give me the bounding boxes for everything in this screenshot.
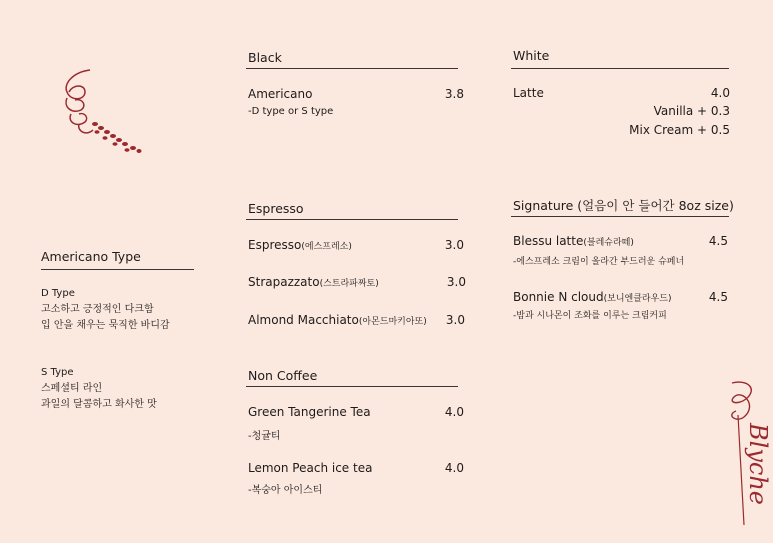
- s-type-block: [41, 365, 157, 413]
- vanilla-option: Vanilla + 0.3: [653, 104, 730, 118]
- s-type-line1: 스페셜티 라인: [41, 383, 103, 394]
- almond-macchiato-price: 3.0: [445, 313, 465, 327]
- lemon-peach-tea-price: 4.0: [444, 461, 464, 475]
- strapazzato-item: [248, 275, 379, 289]
- blessu-latte-note: -에스프레소 크림이 올라간 부드러운 슈페너: [513, 257, 685, 267]
- blessu-latte-kor: (블레슈라떼): [583, 238, 634, 248]
- americano-price: 3.8: [444, 87, 464, 101]
- green-tangerine-tea-price: 4.0: [444, 405, 464, 419]
- americano-type-rule: [41, 269, 194, 270]
- lemon-peach-tea-note: -복숭아 아이스티: [248, 485, 323, 496]
- d-type-block: [41, 286, 170, 334]
- strapazzato-price: 3.0: [446, 275, 466, 289]
- black-rule: [246, 68, 458, 69]
- espresso-name: Espresso: [248, 238, 302, 252]
- almond-macchiato-name: Almond Macchiato: [248, 313, 359, 327]
- almond-macchiato-kor: (아몬드마키아또): [358, 317, 427, 327]
- green-tangerine-tea-name: Green Tangerine Tea: [248, 405, 371, 419]
- mix-cream-option: Mix Cream + 0.5: [629, 123, 730, 137]
- green-tangerine-tea-note: -청귤티: [248, 431, 281, 442]
- lemon-peach-tea-name: Lemon Peach ice tea: [248, 461, 373, 475]
- d-type-line2: 입 안을 채우는 묵직한 바디감: [41, 320, 170, 331]
- espresso-price: 3.0: [444, 238, 464, 252]
- signature-heading: Signature (얼음이 안 들어간 8oz size): [513, 198, 734, 213]
- blessu-latte-item: [513, 234, 634, 248]
- espresso-kor: (에스프레소): [301, 242, 352, 252]
- d-type-line1: 고소하고 긍정적인 다크함: [41, 304, 154, 315]
- bonnie-n-cloud-name: Bonnie N cloud: [513, 290, 604, 304]
- americano-note: -D type or S type: [248, 106, 334, 117]
- strapazzato-name: Strapazzato: [248, 275, 320, 289]
- non-coffee-heading: Non Coffee: [248, 368, 318, 383]
- latte-price: 4.0: [710, 86, 730, 100]
- latte-name: Latte: [513, 86, 544, 100]
- d-type-label: D Type: [41, 288, 75, 299]
- bonnie-n-cloud-price: 4.5: [708, 290, 728, 304]
- espresso-item: [248, 238, 352, 252]
- coffee-swirl-logo: [55, 62, 155, 162]
- white-rule: [511, 68, 729, 69]
- espresso-rule: [246, 219, 458, 220]
- almond-macchiato-item: [248, 313, 427, 327]
- brand-signature-logo: [718, 375, 772, 530]
- black-heading: Black: [248, 50, 282, 65]
- bonnie-n-cloud-item: [513, 290, 672, 304]
- brand-signature-text: Blyche: [744, 423, 772, 505]
- non-coffee-rule: [246, 386, 458, 387]
- bonnie-n-cloud-kor: (보니엔클라우드): [603, 294, 672, 304]
- americano-name: Americano: [248, 87, 313, 101]
- white-heading: White: [513, 48, 550, 63]
- blessu-latte-name: Blessu latte: [513, 234, 584, 248]
- bonnie-n-cloud-note: -밤과 시나몬이 조화를 이루는 크림커피: [513, 311, 667, 321]
- s-type-line2: 과일의 달콤하고 화사한 맛: [41, 399, 157, 410]
- signature-rule: [511, 216, 729, 217]
- s-type-label: S Type: [41, 367, 74, 378]
- americano-type-heading: Americano Type: [41, 249, 141, 264]
- strapazzato-kor: (스트라파짜토): [319, 279, 379, 289]
- blessu-latte-price: 4.5: [708, 234, 728, 248]
- espresso-heading: Espresso: [248, 201, 304, 216]
